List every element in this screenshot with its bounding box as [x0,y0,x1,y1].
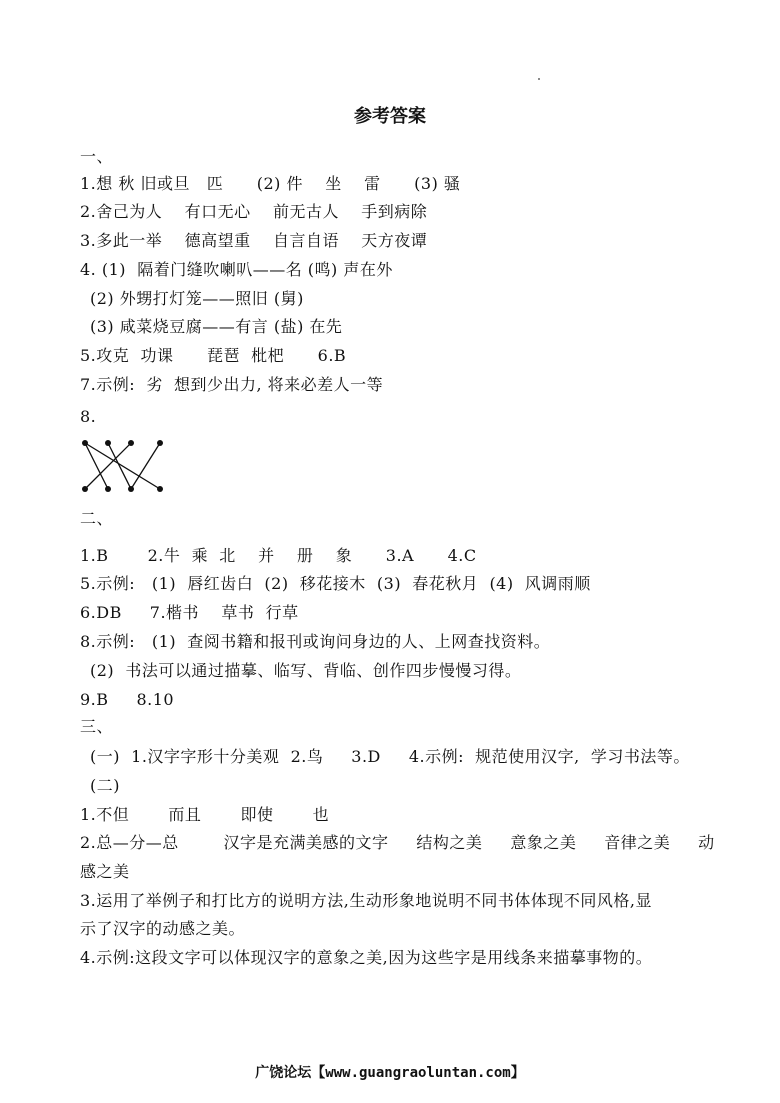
page-title: 参考答案 [354,106,426,127]
top-dot [128,440,134,446]
answer-line: (二) [90,776,120,795]
answer-line: (3) 咸菜烧豆腐——有言 (盐) 在先 [90,317,343,336]
match-line [85,443,131,489]
answer-line: 7.示例: 劣 想到少出力, 将来必差人一等 [80,375,384,394]
bottom-dot [82,486,88,492]
answer-line: (一) 1.汉字字形十分美观 2.鸟 3.D 4.示例: 规范使用汉字, 学习书法等。 [90,747,690,766]
answer-line: 1.想 秋 旧或旦 匹 (2) 件 坐 雷 (3) 骚 [80,174,461,193]
answer-line: 2.舍己为人 有口无心 前无古人 手到病除 [80,202,428,221]
answer-line: 2.总—分—总 汉字是充满美感的文字 结构之美 意象之美 音律之美 动 [80,833,715,852]
section-1-heading: 一、 [80,147,114,166]
answer-line: 3.多此一举 德高望重 自言自语 天方夜谭 [80,231,428,250]
answer-line: 9.B 8.10 [80,690,175,709]
bottom-dot [105,486,111,492]
section-2-heading: 二、 [80,509,114,528]
match-line [131,443,160,489]
footer-watermark: 广饶论坛【www.guangraoluntan.com】 [255,1065,525,1081]
top-dot [82,440,88,446]
answer-line: (2) 书法可以通过描摹、临写、背临、创作四步慢慢习得。 [90,661,522,680]
answer-line: 6.DB 7.楷书 草书 行草 [80,603,299,622]
answer-line: 8. [80,407,97,426]
answer-line: 3.运用了举例子和打比方的说明方法,生动形象地说明不同书体体现不同风格,显 [80,891,652,910]
top-dot [105,440,111,446]
answer-line: 5.示例: (1) 唇红齿白 (2) 移花接木 (3) 春花秋月 (4) 风调雨顺 [80,574,591,593]
answer-line: 1.不但 而且 即使 也 [80,805,330,824]
answer-line: 感之美 [80,862,130,881]
bottom-dot [128,486,134,492]
answer-line: 1.B 2.牛 乘 北 并 册 象 3.A 4.C [80,546,477,565]
bottom-dot [157,486,163,492]
answer-line: 4.示例:这段文字可以体现汉字的意象之美,因为这些字是用线条来描摹事物的。 [80,948,653,967]
scan-speck [538,78,540,80]
section-3-heading: 三、 [80,717,114,736]
answer-line: 5.攻克 功课 琵琶 枇杷 6.B [80,346,347,365]
match-line [108,443,131,489]
answer-line: 4. (1) 隔着门缝吹喇叭——名 (鸣) 声在外 [80,260,393,279]
answer-line: 示了汉字的动感之美。 [80,919,246,938]
answer-line: (2) 外甥打灯笼——照旧 (舅) [90,289,304,308]
matching-lines-diagram [78,438,178,498]
top-dot [157,440,163,446]
answer-line: 8.示例: (1) 查阅书籍和报刊或询问身边的人、上网查找资料。 [80,632,551,651]
